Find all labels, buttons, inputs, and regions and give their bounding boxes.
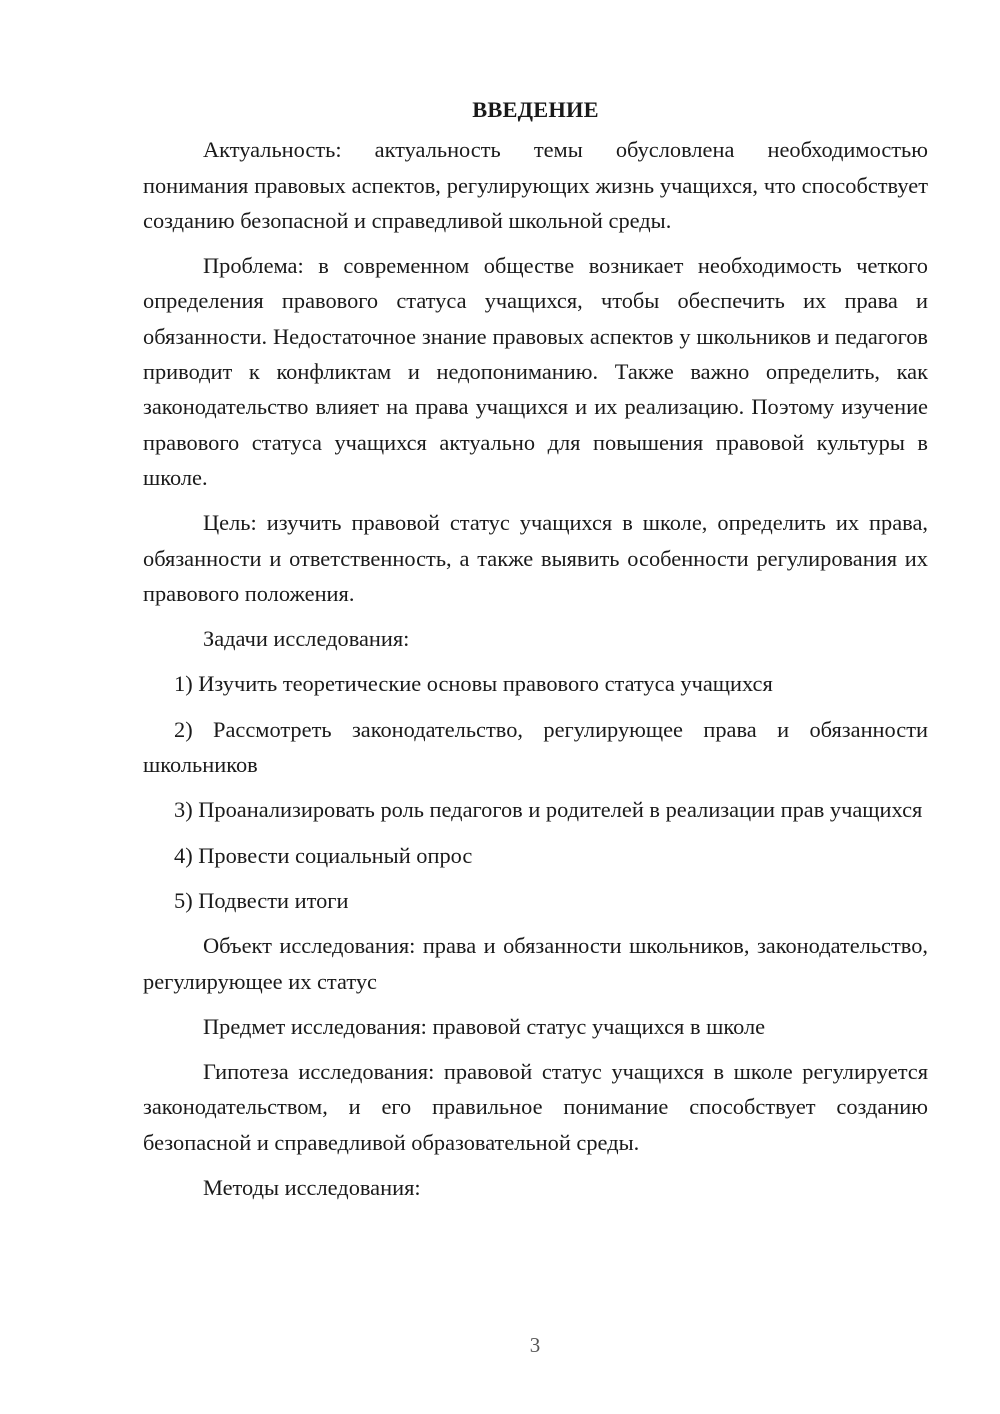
- task-item-5: 5) Подвести итоги: [174, 887, 349, 913]
- page-title: ВВЕДЕНИЕ: [472, 97, 599, 122]
- task-item-4: 4) Провести социальный опрос: [174, 842, 473, 868]
- task-item-3: 3) Проанализировать роль педагогов и родителей в реализации прав учащихся: [174, 797, 923, 823]
- tasks-list: [143, 666, 928, 918]
- paragraph-relevance: Актуальность: актуальность темы обусловлена необходимостью понимания правовых аспектов, регулирующих жизнь учащихся, что способствует созданию безопасной и справедливой школьной среды.: [143, 137, 928, 233]
- paragraph-hypothesis: Гипотеза исследования: правовой статус учащихся в школе регулируется законодательством, и его правильное понимание способствует созданию безопасной и справедливой образовательной среды.: [143, 1059, 928, 1155]
- paragraph-subject: Предмет исследования: правовой статус учащихся в школе: [203, 1013, 766, 1039]
- tasks-heading: Задачи исследования:: [203, 626, 410, 652]
- task-item-1: 1) Изучить теоретические основы правового статуса учащихся: [174, 671, 773, 697]
- paragraph-problem: Проблема: в современном обществе возникает необходимость четкого определения правового статуса учащихся, чтобы обеспечить их права и обязанности. Недостаточное знание правовых аспектов у школьников и педагогов приводит к конфликтам и недопониманию. Также важно определить, как законодательство влияет на права учащихся и их реализацию. Поэтому изучение правового статуса учащихся актуально для повышения правовой культуры в школе.: [143, 253, 928, 490]
- document-page: [143, 92, 928, 1215]
- task-item-2: 2) Рассмотреть законодательство, регулирующее права и обязанности школьников: [143, 716, 928, 778]
- page-number: 3: [529, 1333, 541, 1357]
- paragraph-object: Объект исследования: права и обязанности школьников, законодательство, регулирующее их статус: [143, 933, 928, 994]
- paragraph-goal: Цель: изучить правовой статус учащихся в школе, определить их права, обязанности и ответственность, а также выявить особенности регулирования их правового положения.: [143, 510, 928, 606]
- methods-heading: Методы исследования:: [203, 1175, 421, 1201]
